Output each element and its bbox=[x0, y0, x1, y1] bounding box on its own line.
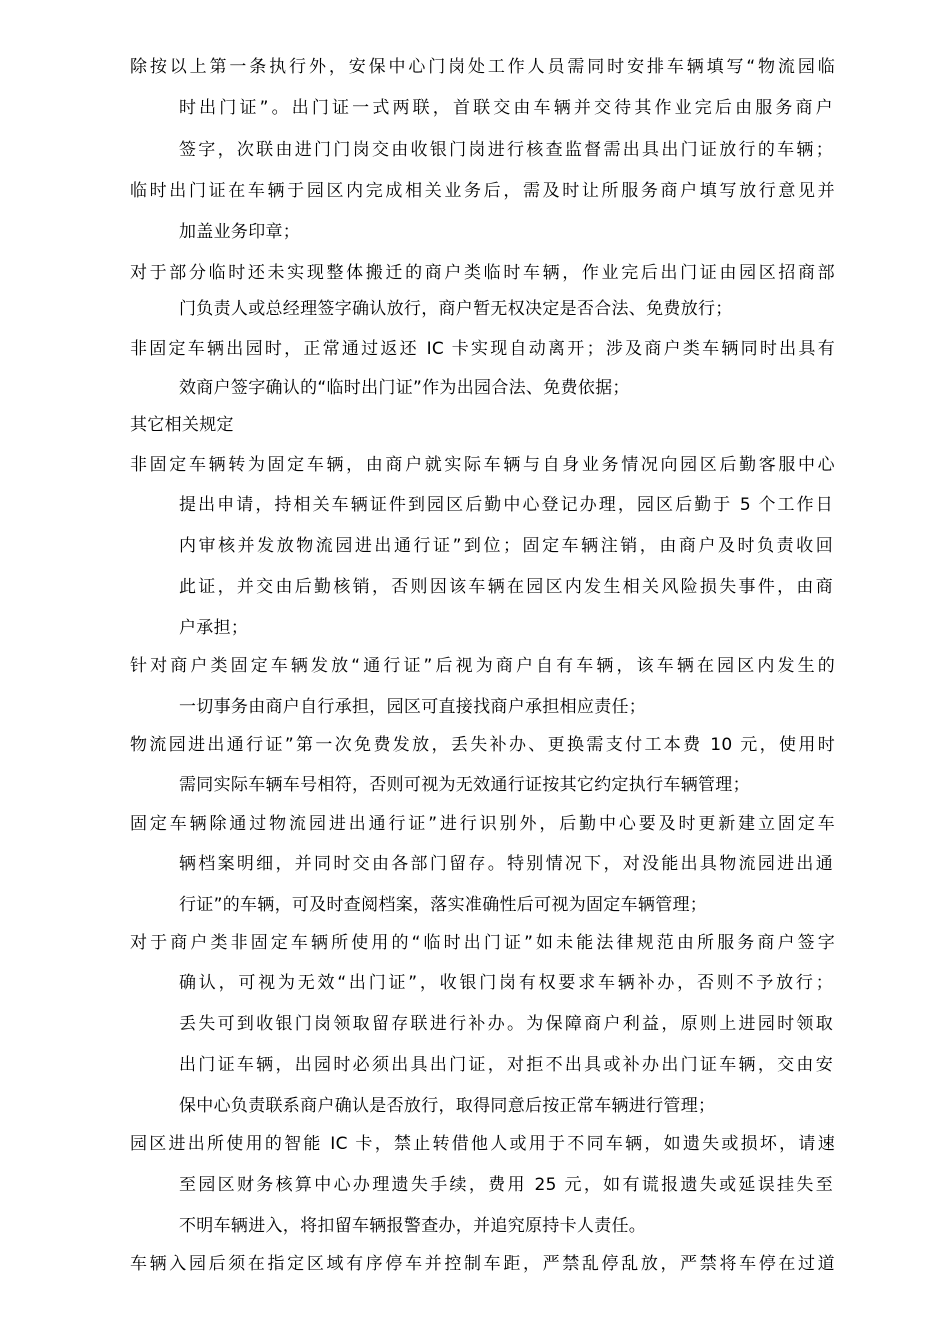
paragraph-10-line-3: 丢失可到收银门岗领取留存联进行补办。为保障商户利益，原则上进园时领取 bbox=[179, 1014, 833, 1034]
paragraph-3-line-2: 门负责人或总经理签字确认放行，商户暂无权决定是否合法、免费放行； bbox=[179, 299, 733, 319]
paragraph-4-line-2: 效商户签字确认的“临时出门证”作为出园合法、免费依据； bbox=[179, 378, 630, 398]
paragraph-10-line-5: 保中心负责联系商户确认是否放行，取得同意后按正常车辆进行管理； bbox=[179, 1096, 716, 1116]
paragraph-8-line-2: 需同实际车辆车号相符，否则可视为无效通行证按其它约定执行车辆管理； bbox=[179, 775, 750, 795]
paragraph-12-line-1: 车辆入园后须在指定区域有序停车并控制车距，严禁乱停乱放，严禁将车停在过道 bbox=[130, 1254, 835, 1274]
paragraph-11-line-1: 园区进出所使用的智能 IC 卡，禁止转借他人或用于不同车辆，如遗失或损坏，请速 bbox=[130, 1134, 835, 1154]
paragraph-6-line-1: 非固定车辆转为固定车辆，由商户就实际车辆与自身业务情况向园区后勤客服中心 bbox=[130, 455, 835, 475]
paragraph-11-line-2: 至园区财务核算中心办理遗失手续，费用 25 元，如有谎报遗失或延误挂失至 bbox=[179, 1175, 833, 1195]
paragraph-7-line-2: 一切事务由商户自行承担，园区可直接找商户承担相应责任； bbox=[179, 697, 647, 717]
paragraph-9-line-3: 行证”的车辆，可及时查阅档案，落实准确性后可视为固定车辆管理； bbox=[179, 895, 708, 915]
paragraph-11-line-3: 不明车辆进入，将扣留车辆报警查办，并追究原持卡人责任。 bbox=[179, 1216, 647, 1236]
paragraph-2-line-1: 临时出门证在车辆于园区内完成相关业务后，需及时让所服务商户填写放行意见并 bbox=[130, 181, 835, 201]
paragraph-6-line-3: 内审核并发放物流园进出通行证”到位；固定车辆注销，由商户及时负责收回 bbox=[179, 536, 833, 556]
section-heading-other-rules: 其它相关规定 bbox=[130, 415, 234, 435]
paragraph-8-line-1: 物流园进出通行证”第一次免费发放，丢失补办、更换需支付工本费 10 元，使用时 bbox=[130, 735, 835, 755]
paragraph-2-line-2: 加盖业务印章； bbox=[179, 222, 301, 242]
paragraph-1-line-3: 签字，次联由进门门岗交由收银门岗进行核查监督需出具出门证放行的车辆； bbox=[179, 140, 833, 160]
paragraph-9-line-1: 固定车辆除通过物流园进出通行证”进行识别外，后勤中心要及时更新建立固定车 bbox=[130, 814, 835, 834]
paragraph-3-line-1: 对于部分临时还未实现整体搬迁的商户类临时车辆，作业完后出门证由园区招商部 bbox=[130, 263, 835, 283]
paragraph-4-line-1: 非固定车辆出园时，正常通过返还 IC 卡实现自动离开；涉及商户类车辆同时出具有 bbox=[130, 339, 835, 359]
paragraph-9-line-2: 辆档案明细，并同时交由各部门留存。特别情况下，对没能出具物流园进出通 bbox=[179, 854, 833, 874]
paragraph-10-line-1: 对于商户类非固定车辆所使用的“临时出门证”如未能法律规范由所服务商户签字 bbox=[130, 933, 835, 953]
paragraph-6-line-5: 户承担； bbox=[179, 618, 249, 638]
paragraph-6-line-4: 此证，并交由后勤核销，否则因该车辆在园区内发生相关风险损失事件，由商 bbox=[179, 577, 833, 597]
paragraph-7-line-1: 针对商户类固定车辆发放“通行证”后视为商户自有车辆，该车辆在园区内发生的 bbox=[130, 656, 835, 676]
paragraph-6-line-2: 提出申请，持相关车辆证件到园区后勤中心登记办理，园区后勤于 5 个工作日 bbox=[179, 495, 833, 515]
paragraph-10-line-4: 出门证车辆，出园时必须出具出门证，对拒不出具或补办出门证车辆，交由安 bbox=[179, 1055, 833, 1075]
paragraph-1-line-1: 除按以上第一条执行外，安保中心门岗处工作人员需同时安排车辆填写“物流园临 bbox=[130, 57, 835, 77]
paragraph-1-line-2: 时出门证”。出门证一式两联，首联交由车辆并交待其作业完后由服务商户 bbox=[179, 98, 833, 118]
paragraph-10-line-2: 确认，可视为无效“出门证”，收银门岗有权要求车辆补办，否则不予放行； bbox=[179, 973, 833, 993]
